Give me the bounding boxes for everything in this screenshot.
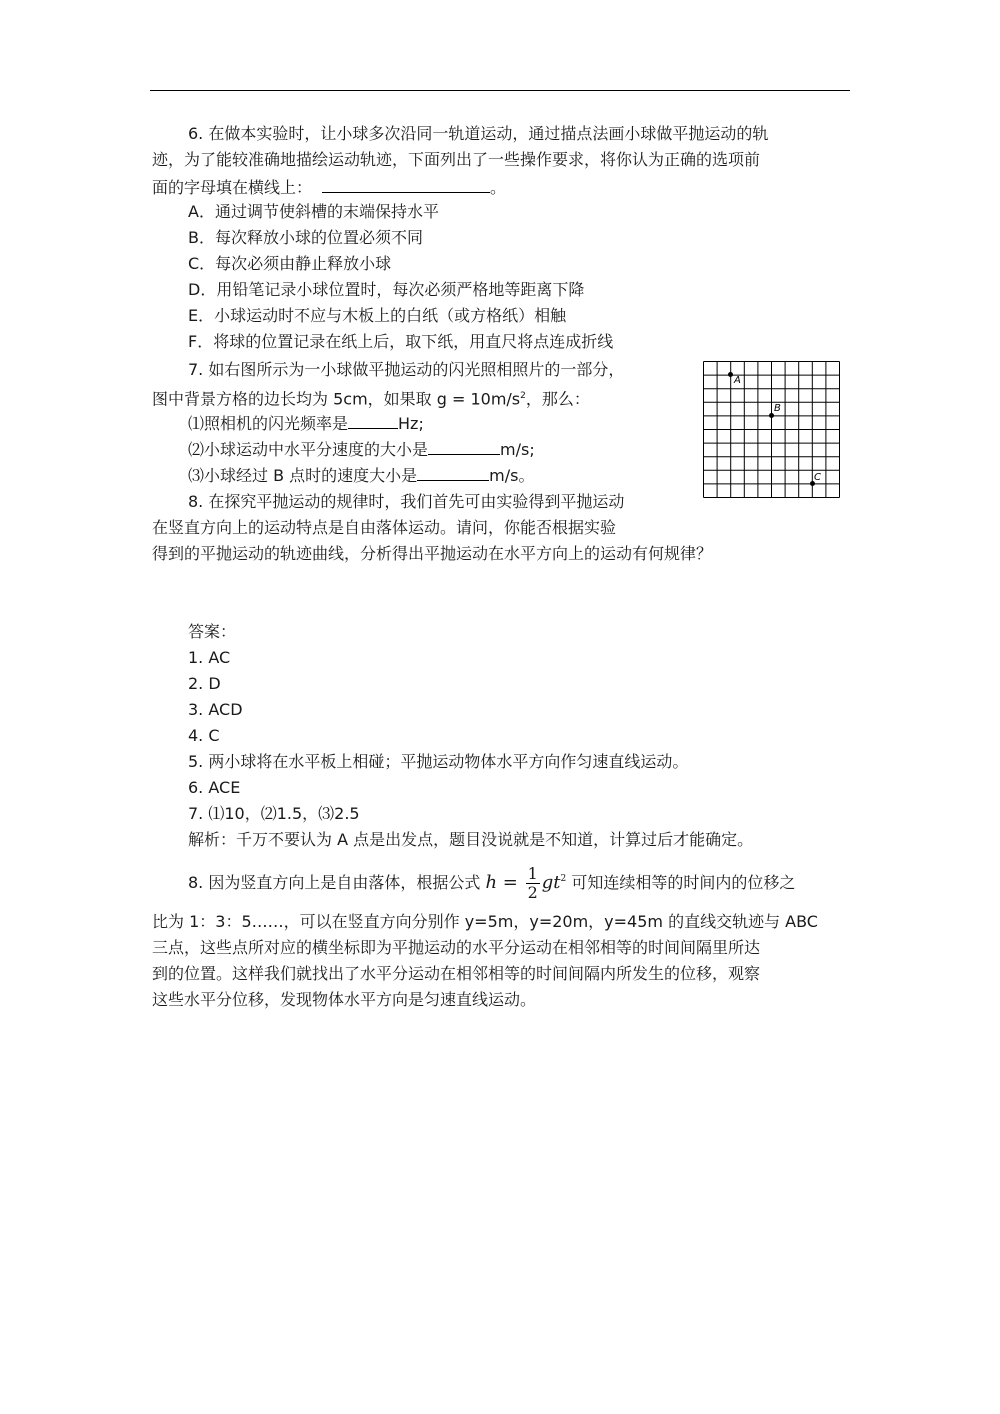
- q7-sub-2-blank[interactable]: [428, 438, 500, 455]
- formula-rhs: gt: [541, 872, 561, 893]
- q7-sub-3-prefix: ⑶小球经过 B 点时的速度大小是: [188, 466, 418, 485]
- q8-line-2: 在竖直方向上的运动特点是自由落体运动。请问，你能否根据实验: [152, 518, 617, 537]
- q7-sub-2: [188, 438, 535, 460]
- q6-line-3-suffix: 。: [490, 178, 507, 197]
- q7-line-2: [152, 386, 590, 409]
- q8-line-1: 8. 在探究平抛运动的规律时，我们首先可由实验得到平抛运动: [188, 492, 625, 511]
- q6-option-c: C．每次必须由静止释放小球: [188, 254, 392, 273]
- formula-denominator: 2: [527, 882, 538, 902]
- q6-option-f: F．将球的位置记录在纸上后，取下纸，用直尺将点连成折线: [188, 332, 614, 351]
- q7-sub-2-suffix: m/s;: [500, 440, 535, 459]
- formula-exp: 2: [560, 874, 567, 884]
- q7-line-2-prefix: 图中背景方格的边长均为 5cm，如果取 g = 10m/s: [152, 389, 521, 409]
- answer-8-line-5: 这些水平分位移，发现物体水平方向是匀速直线运动。: [152, 990, 537, 1009]
- point-a: [728, 372, 733, 377]
- q6-line-2: 迹，为了能较准确地描绘运动轨迹，下面列出了一些操作要求，将你认为正确的选项前: [152, 150, 761, 169]
- answer-7-analysis: 解析：千万不要认为 A 点是出发点，题目没说就是不知道，计算过后才能确定。: [188, 830, 754, 849]
- q7-line-2-suffix: ，那么：: [525, 389, 590, 409]
- label-a: A: [734, 375, 741, 386]
- q6-line-1: 6. 在做本实验时，让小球多次沿同一轨道运动，通过描点法画小球做平抛运动的轨: [188, 124, 769, 143]
- answer-5: 5. 两小球将在水平板上相碰；平抛运动物体水平方向作匀速直线运动。: [188, 752, 689, 771]
- q6-option-d: D．用铅笔记录小球位置时，每次必须严格地等距离下降: [188, 280, 585, 299]
- formula-lhs: h: [485, 872, 498, 893]
- answer-8-prefix: 8. 因为竖直方向上是自由落体，根据公式: [188, 873, 481, 892]
- q7-sub-1-blank[interactable]: [348, 412, 398, 429]
- answer-8-line-1: [188, 860, 795, 900]
- answer-8-line-3: 三点，这些点所对应的横坐标即为平抛运动的水平分运动在相邻相等的时间间隔里所达: [152, 938, 761, 957]
- q6-answer-blank[interactable]: [322, 176, 490, 193]
- answer-1: 1. AC: [188, 648, 231, 667]
- answer-7: 7. ⑴10，⑵1.5，⑶2.5: [188, 804, 360, 823]
- answer-8-line-4: 到的位置。这样我们就找出了水平分运动在相邻相等的时间间隔内所发生的位移，观察: [152, 964, 761, 983]
- label-c: C: [814, 472, 821, 483]
- answers-heading: 答案：: [188, 622, 237, 641]
- formula: [485, 863, 567, 902]
- formula-fraction: [526, 865, 540, 902]
- q7-line-2-sup: 2: [520, 391, 526, 401]
- q6-line-3-prefix: 面的字母填在横线上：: [152, 178, 313, 197]
- answer-2: 2. D: [188, 674, 221, 693]
- q6-option-e: E．小球运动时不应与木板上的白纸（或方格纸）相触: [188, 306, 567, 325]
- formula-numerator: 1: [527, 863, 538, 883]
- answer-8-suffix: 可知连续相等的时间内的位移之: [571, 873, 796, 892]
- q7-sub-1-suffix: Hz;: [398, 414, 424, 433]
- q8-line-3: 得到的平抛运动的轨迹曲线，分析得出平抛运动在水平方向上的运动有何规律？: [152, 544, 713, 563]
- grid-figure: [702, 360, 842, 500]
- answer-8-line-2: 比为 1：3：5……，可以在竖直方向分别作 y=5m，y=20m，y=45m 的直线交轨迹与 ABC: [152, 912, 818, 931]
- answer-6: 6. ACE: [188, 778, 241, 797]
- q7-sub-3: [188, 464, 534, 486]
- q6-option-a: A．通过调节使斜槽的末端保持水平: [188, 202, 439, 221]
- q6-option-b: B．每次释放小球的位置必须不同: [188, 228, 423, 247]
- q7-line-1: 7. 如右图所示为一小球做平抛运动的闪光照相照片的一部分，: [188, 360, 625, 379]
- answer-4: 4. C: [188, 726, 220, 745]
- q7-sub-1-prefix: ⑴照相机的闪光频率是: [188, 414, 349, 433]
- header-rule: [150, 90, 850, 91]
- q7-sub-1: [188, 412, 424, 434]
- q7-sub-3-blank[interactable]: [417, 464, 489, 481]
- q7-sub-3-suffix: m/s。: [489, 466, 535, 485]
- label-b: B: [774, 403, 781, 414]
- q6-line-3: [152, 176, 506, 198]
- q7-sub-2-prefix: ⑵小球运动中水平分速度的大小是: [188, 440, 429, 459]
- answer-3: 3. ACD: [188, 700, 243, 719]
- formula-eq: =: [497, 872, 524, 893]
